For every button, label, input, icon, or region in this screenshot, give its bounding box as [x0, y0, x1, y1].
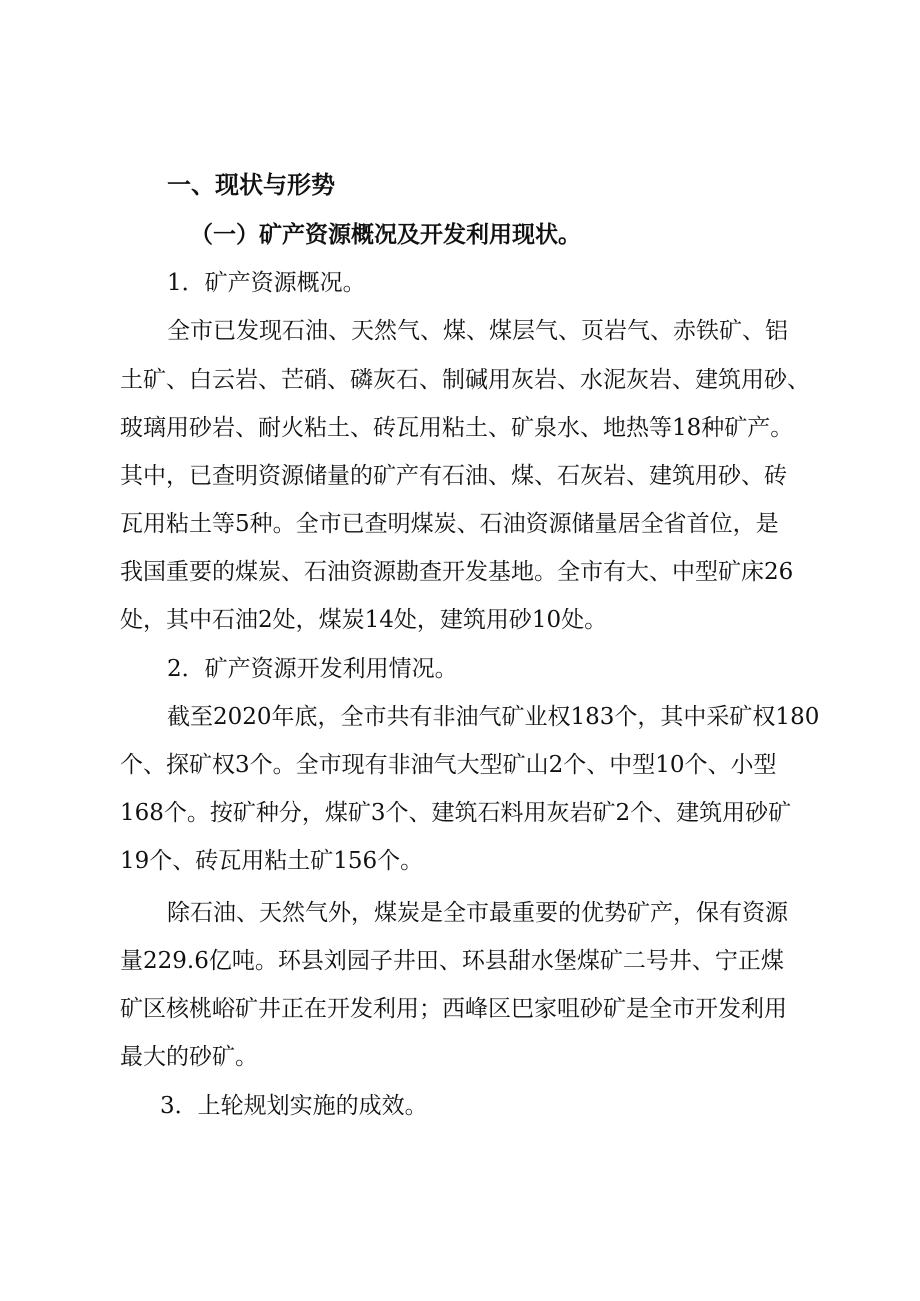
paragraph-line: 除石油、天然气外，煤炭是全市最重要的优势矿产，保有资源 [167, 900, 788, 926]
paragraph-line: 168个。按矿种分，煤矿3个、建筑石料用灰岩矿2个、建筑用砂矿 [120, 800, 792, 826]
paragraph-line: 量229.6亿吨。环县刘园子井田、环县甜水堡煤矿二号井、宁正煤 [120, 948, 784, 974]
item-title-2: 2．矿产资源开发利用情况。 [167, 656, 458, 682]
paragraph-line: 瓦用粘土等5种。全市已查明煤炭、石油资源储量居全省首位，是 [120, 511, 779, 537]
paragraph-line: 处，其中石油2处，煤炭14处，建筑用砂10处。 [120, 607, 608, 633]
subsection-heading: （一）矿产资源概况及开发利用现状。 [190, 222, 581, 248]
paragraph-line: 其中，已查明资源储量的矿产有石油、煤、石灰岩、建筑用砂、砖 [120, 463, 787, 489]
paragraph-line: 19个、砖瓦用粘土矿156个。 [120, 848, 424, 874]
paragraph-line: 我国重要的煤炭、石油资源勘查开发基地。全市有大、中型矿床26 [120, 559, 794, 585]
paragraph-line: 矿区核桃峪矿井正在开发利用；西峰区巴家咀砂矿是全市开发利用 [120, 996, 787, 1022]
paragraph-line: 土矿、白云岩、芒硝、磷灰石、制碱用灰岩、水泥灰岩、建筑用砂、 [120, 367, 810, 393]
paragraph-line: 玻璃用砂岩、耐火粘土、砖瓦用粘土、矿泉水、地热等18种矿产。 [120, 415, 794, 441]
paragraph-line: 全市已发现石油、天然气、煤、煤层气、页岩气、赤铁矿、铝 [167, 318, 788, 344]
item-title-3: 3．上轮规划实施的成效。 [160, 1093, 428, 1119]
paragraph-line: 截至2020年底，全市共有非油气矿业权183个，其中采矿权180 [167, 704, 820, 730]
item-title-1: 1．矿产资源概况。 [167, 270, 366, 296]
section-heading: 一、现状与形势 [167, 171, 335, 199]
paragraph-line: 个、探矿权3个。全市现有非油气大型矿山2个、中型10个、小型 [120, 752, 777, 778]
paragraph-line: 最大的砂矿。 [120, 1044, 258, 1070]
